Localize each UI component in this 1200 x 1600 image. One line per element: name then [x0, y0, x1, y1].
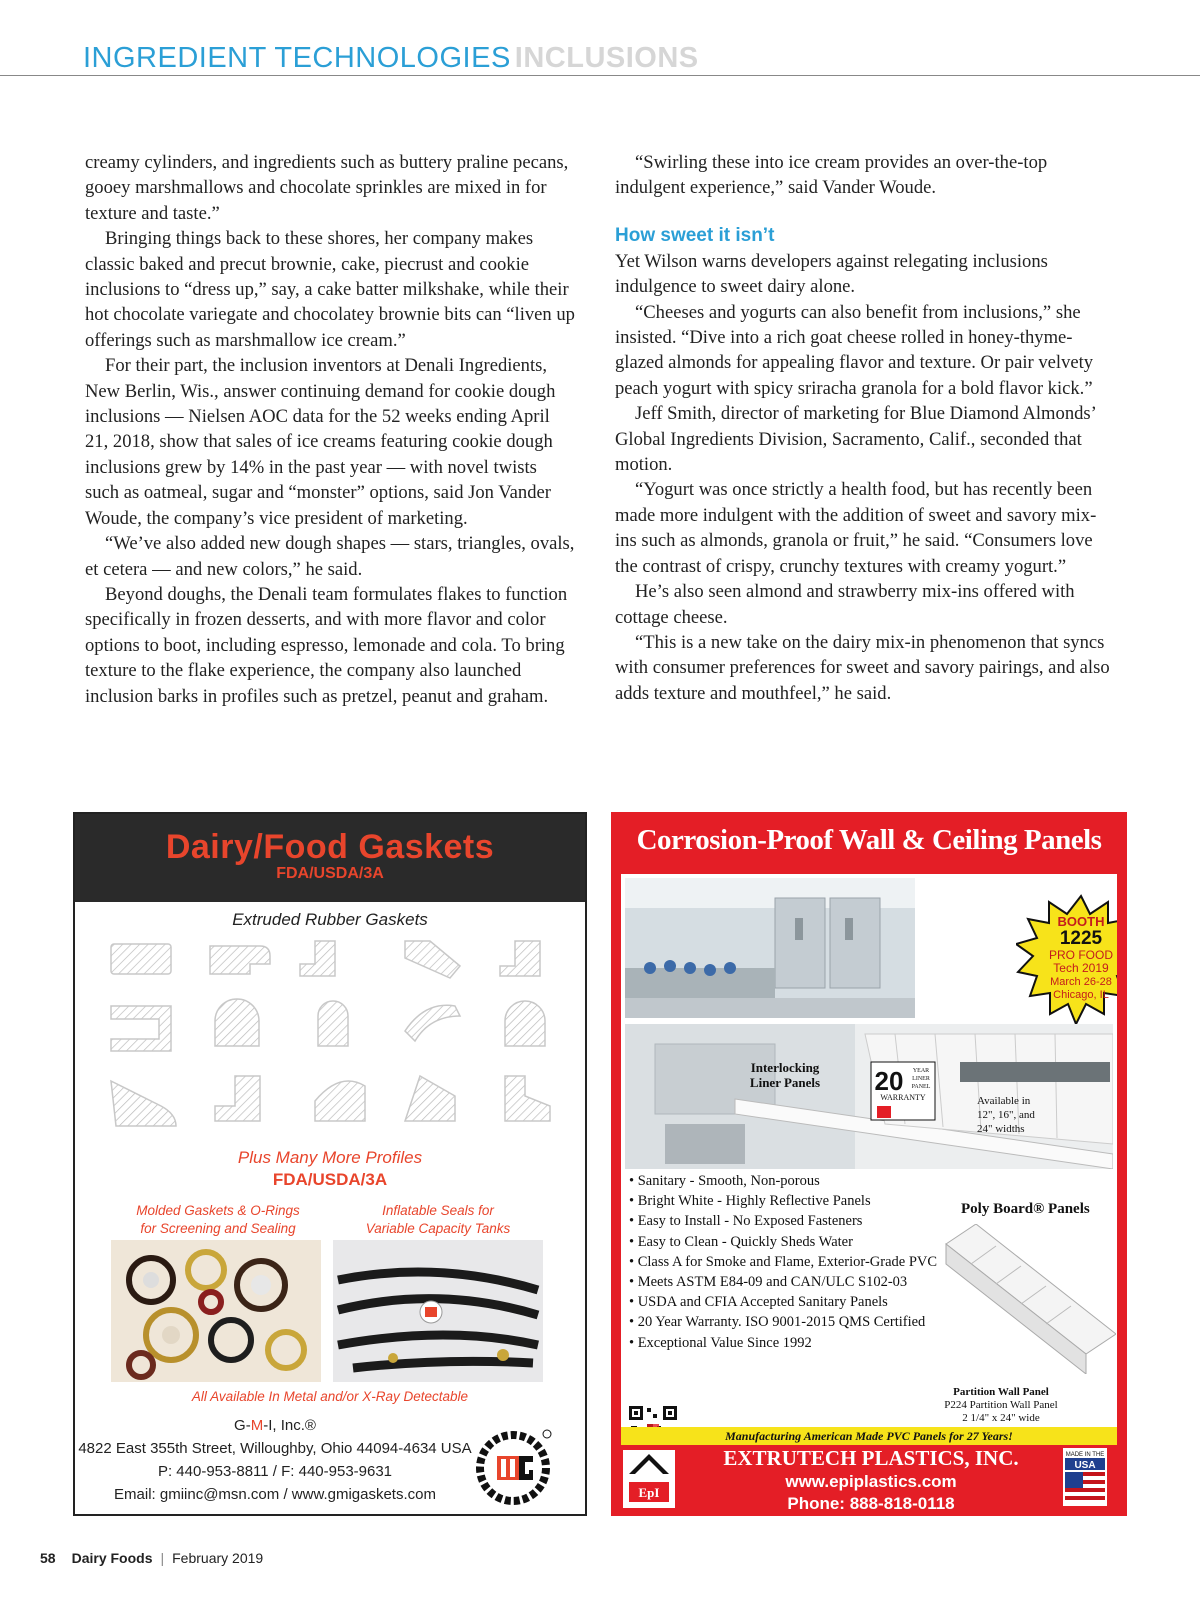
gaskets-ad-cert: FDA/USDA/3A [276, 865, 384, 882]
gmi-email[interactable]: Email: gmiinc@msn.com / www.gmigaskets.com [114, 1486, 436, 1503]
left-column [85, 150, 575, 709]
made-in-text: MADE IN THE [1065, 1452, 1105, 1458]
paragraph: “This is a new take on the dairy mix-in phenomenon that syncs with consumer preferences for sweet and savory pairings, and also adds texture and mouthfeel,” he said. [615, 631, 1110, 704]
widths-line-1: Available in [977, 1095, 1031, 1107]
extrutech-company: EXTRUTECH PLASTICS, INC. [723, 1446, 1019, 1470]
availability-note: All Available In Metal and/or X-Ray Detectable [191, 1389, 469, 1404]
gaskets-ad-header [75, 814, 585, 902]
more-profiles-cert: FDA/USDA/3A [272, 1170, 388, 1189]
processing-room-photo [625, 878, 915, 1018]
panels-ad-title: Corrosion-Proof Wall & Ceiling Panels [636, 824, 1102, 856]
caption-line: for Screening and Sealing [140, 1221, 296, 1236]
subheading: How sweet it isn’t [615, 224, 775, 246]
caption-line: Variable Capacity Tanks [365, 1221, 511, 1236]
feature-item: • USDA and CFIA Accepted Sanitary Panels [629, 1292, 937, 1312]
panels-ad[interactable] [611, 812, 1127, 1516]
issue-date: February 2019 [172, 1550, 264, 1566]
feature-item: • Sanitary - Smooth, Non-porous [629, 1171, 937, 1191]
paragraph: creamy cylinders, and ingredients such as buttery praline pecans, gooey marshmallows and chocolate sprinkles are mixed in for texture and taste.” [85, 152, 569, 224]
paragraph: “Yogurt was once strictly a health food, but has recently been made more indulgent with the addition of sweet and savory mix-ins such as almonds, granola or fruit,” he said. “Consumers love the contrast of crispy, crunchy textures with creamy yogurt.” [615, 479, 1097, 577]
gmi-logo-icon [475, 1426, 555, 1506]
orings-photo [111, 1240, 321, 1382]
feature-item: • Easy to Install - No Exposed Fasteners [629, 1211, 937, 1231]
paragraph: Yet Wilson warns developers against relegating inclusions indulgence to sweet dairy alone. [615, 250, 1048, 298]
usa-text: USA [1074, 1460, 1096, 1471]
feature-item: • Class A for Smoke and Flame, Exterior-Grade PVC [629, 1252, 937, 1272]
features-list [629, 1171, 937, 1353]
poly-board-label: Poly Board® Panels [961, 1201, 1090, 1217]
header-rule [0, 75, 1200, 76]
section-header [83, 42, 699, 75]
gasket-profiles-illustration [105, 936, 559, 1136]
partition-size: 2 1/4" x 24" wide [962, 1412, 1040, 1424]
company-m: M [250, 1417, 264, 1434]
feature-item: • 20 Year Warranty. ISO 9001-2015 QMS Certified [629, 1312, 937, 1332]
partition-panel-image [936, 1224, 1116, 1374]
gmi-company-name [75, 1414, 475, 1437]
panels-ad-body [621, 874, 1117, 1427]
gmi-address: 4822 East 355th Street, Willoughby, Ohio 44094-4634 USA [78, 1440, 472, 1457]
booth-number: 1225 [1059, 928, 1103, 949]
caption-line: Inflatable Seals for [382, 1203, 494, 1218]
qr-code-icon[interactable] [627, 1404, 679, 1427]
epi-logo-icon [623, 1450, 675, 1508]
show-dates: March 26-28 [1050, 976, 1112, 988]
section-subtitle: INCLUSIONS [514, 42, 699, 74]
booth-label: BOOTH [1057, 914, 1105, 929]
feature-item: • Meets ASTM E84-09 and CAN/ULC S102-03 [629, 1272, 937, 1292]
gmi-contact-block [75, 1414, 475, 1506]
show-name: PRO FOOD [1048, 948, 1114, 962]
company-suffix: -I, Inc.® [263, 1417, 316, 1434]
epi-logo-text: EpI [638, 1485, 660, 1500]
partition-title: Partition Wall Panel [953, 1386, 1049, 1398]
paragraph: “Cheeses and yogurts can also benefit from inclusions,” she insisted. “Dive into a rich goat cheese rolled in honey-thyme-glazed almonds for appealing flavor and texture. Or pair velvety peach yogurt with spicy sriracha granola for a bold flavor kick.” [615, 301, 1094, 399]
magazine-name: Dairy Foods [71, 1550, 153, 1566]
widths-line-2: 12", 16", and [977, 1109, 1035, 1121]
made-in-usa-icon [1063, 1448, 1107, 1506]
show-year: Tech 2019 [1053, 961, 1109, 975]
manufacturing-band: Manufacturing American Made PVC Panels for 27 Years! [621, 1427, 1117, 1445]
booth-starburst [1016, 894, 1117, 1034]
warranty-text: WARRANTY [880, 1093, 926, 1102]
page-footer [40, 1550, 263, 1566]
interlocking-label-2: Liner Panels [749, 1075, 821, 1090]
right-column [615, 150, 1115, 706]
page-number: 58 [40, 1550, 56, 1566]
partition-model: P224 Partition Wall Panel [944, 1399, 1058, 1411]
warranty-panel: PANEL [911, 1084, 931, 1090]
liner-panels-photo [625, 1024, 1113, 1169]
paragraph: “We’ve also added new dough shapes — stars, triangles, ovals, et cetera — and new colors,” he said. [85, 533, 575, 580]
partition-info [896, 1386, 1106, 1425]
gmi-phone: P: 440-953-8811 / F: 440-953-9631 [157, 1463, 393, 1480]
warranty-liner: LINER [912, 1076, 930, 1082]
footer-separator: | [160, 1550, 165, 1566]
warranty-year: YEAR [912, 1068, 930, 1074]
paragraph: For their part, the inclusion inventors at Denali Ingredients, New Berlin, Wis., answer continuing demand for cookie dough inclusions — Nielsen AOC data for the 52 weeks ending April 21, 2018, show that sales of ice creams featuring cookie dough inclusions grew by 14% in the past year — with novel twists such as oatmeal, sugar and “monster” options, said Jon Vander Woude, the company’s vice president of marketing. [85, 355, 556, 529]
extrutech-website[interactable]: www.epiplastics.com [785, 1472, 957, 1491]
company-prefix: G- [234, 1417, 251, 1434]
feature-item: • Exceptional Value Since 1992 [629, 1333, 937, 1353]
feature-item: • Bright White - Highly Reflective Panels [629, 1191, 937, 1211]
gaskets-ad[interactable] [73, 812, 587, 1516]
caption-molded-gaskets [113, 1202, 323, 1238]
show-city: Chicago, IL [1053, 989, 1109, 1001]
warranty-number: 20 [874, 1066, 904, 1096]
caption-line: Molded Gaskets & O-Rings [136, 1203, 300, 1218]
widths-line-3: 24" widths [977, 1123, 1025, 1135]
gaskets-ad-title: Dairy/Food Gaskets [165, 828, 495, 866]
paragraph: Beyond doughs, the Denali team formulates flakes to function specifically in frozen desserts, and with more flavor and color options to boot, including espresso, lemonade and cola. To bring texture to the flake experience, the company also launched inclusion barks in profiles such as pretzel, peanut and graham. [85, 583, 568, 707]
more-profiles: Plus Many More Profiles [237, 1148, 423, 1167]
paragraph: Jeff Smith, director of marketing for Blue Diamond Almonds’ Global Ingredients Division, Sacramento, Calif., seconded that motion. [615, 403, 1096, 476]
paragraph: Bringing things back to these shores, her company makes classic baked and precut brownie, cake, piecrust and cookie inclusions to “dress up,” say, a cake batter milkshake, while their hot chocolate variegate and chocolatey brownie bits can “liven up offerings such as marshmallow ice cream.” [85, 228, 575, 351]
extrutech-phone: Phone: 888-818-0118 [787, 1494, 955, 1513]
paragraph: He’s also seen almond and strawberry mix-ins offered with cottage cheese. [615, 581, 1075, 628]
inflatable-seal-photo [333, 1240, 543, 1382]
section-title: INGREDIENT TECHNOLOGIES [83, 42, 511, 74]
caption-inflatable-seals [333, 1202, 543, 1238]
gaskets-ad-subtitle: Extruded Rubber Gaskets [232, 910, 428, 929]
feature-item: • Easy to Clean - Quickly Sheds Water [629, 1232, 937, 1252]
paragraph: “Swirling these into ice cream provides an over-the-top indulgent experience,” said Vander Woude. [615, 152, 1048, 199]
interlocking-label-1: Interlocking [750, 1060, 820, 1075]
